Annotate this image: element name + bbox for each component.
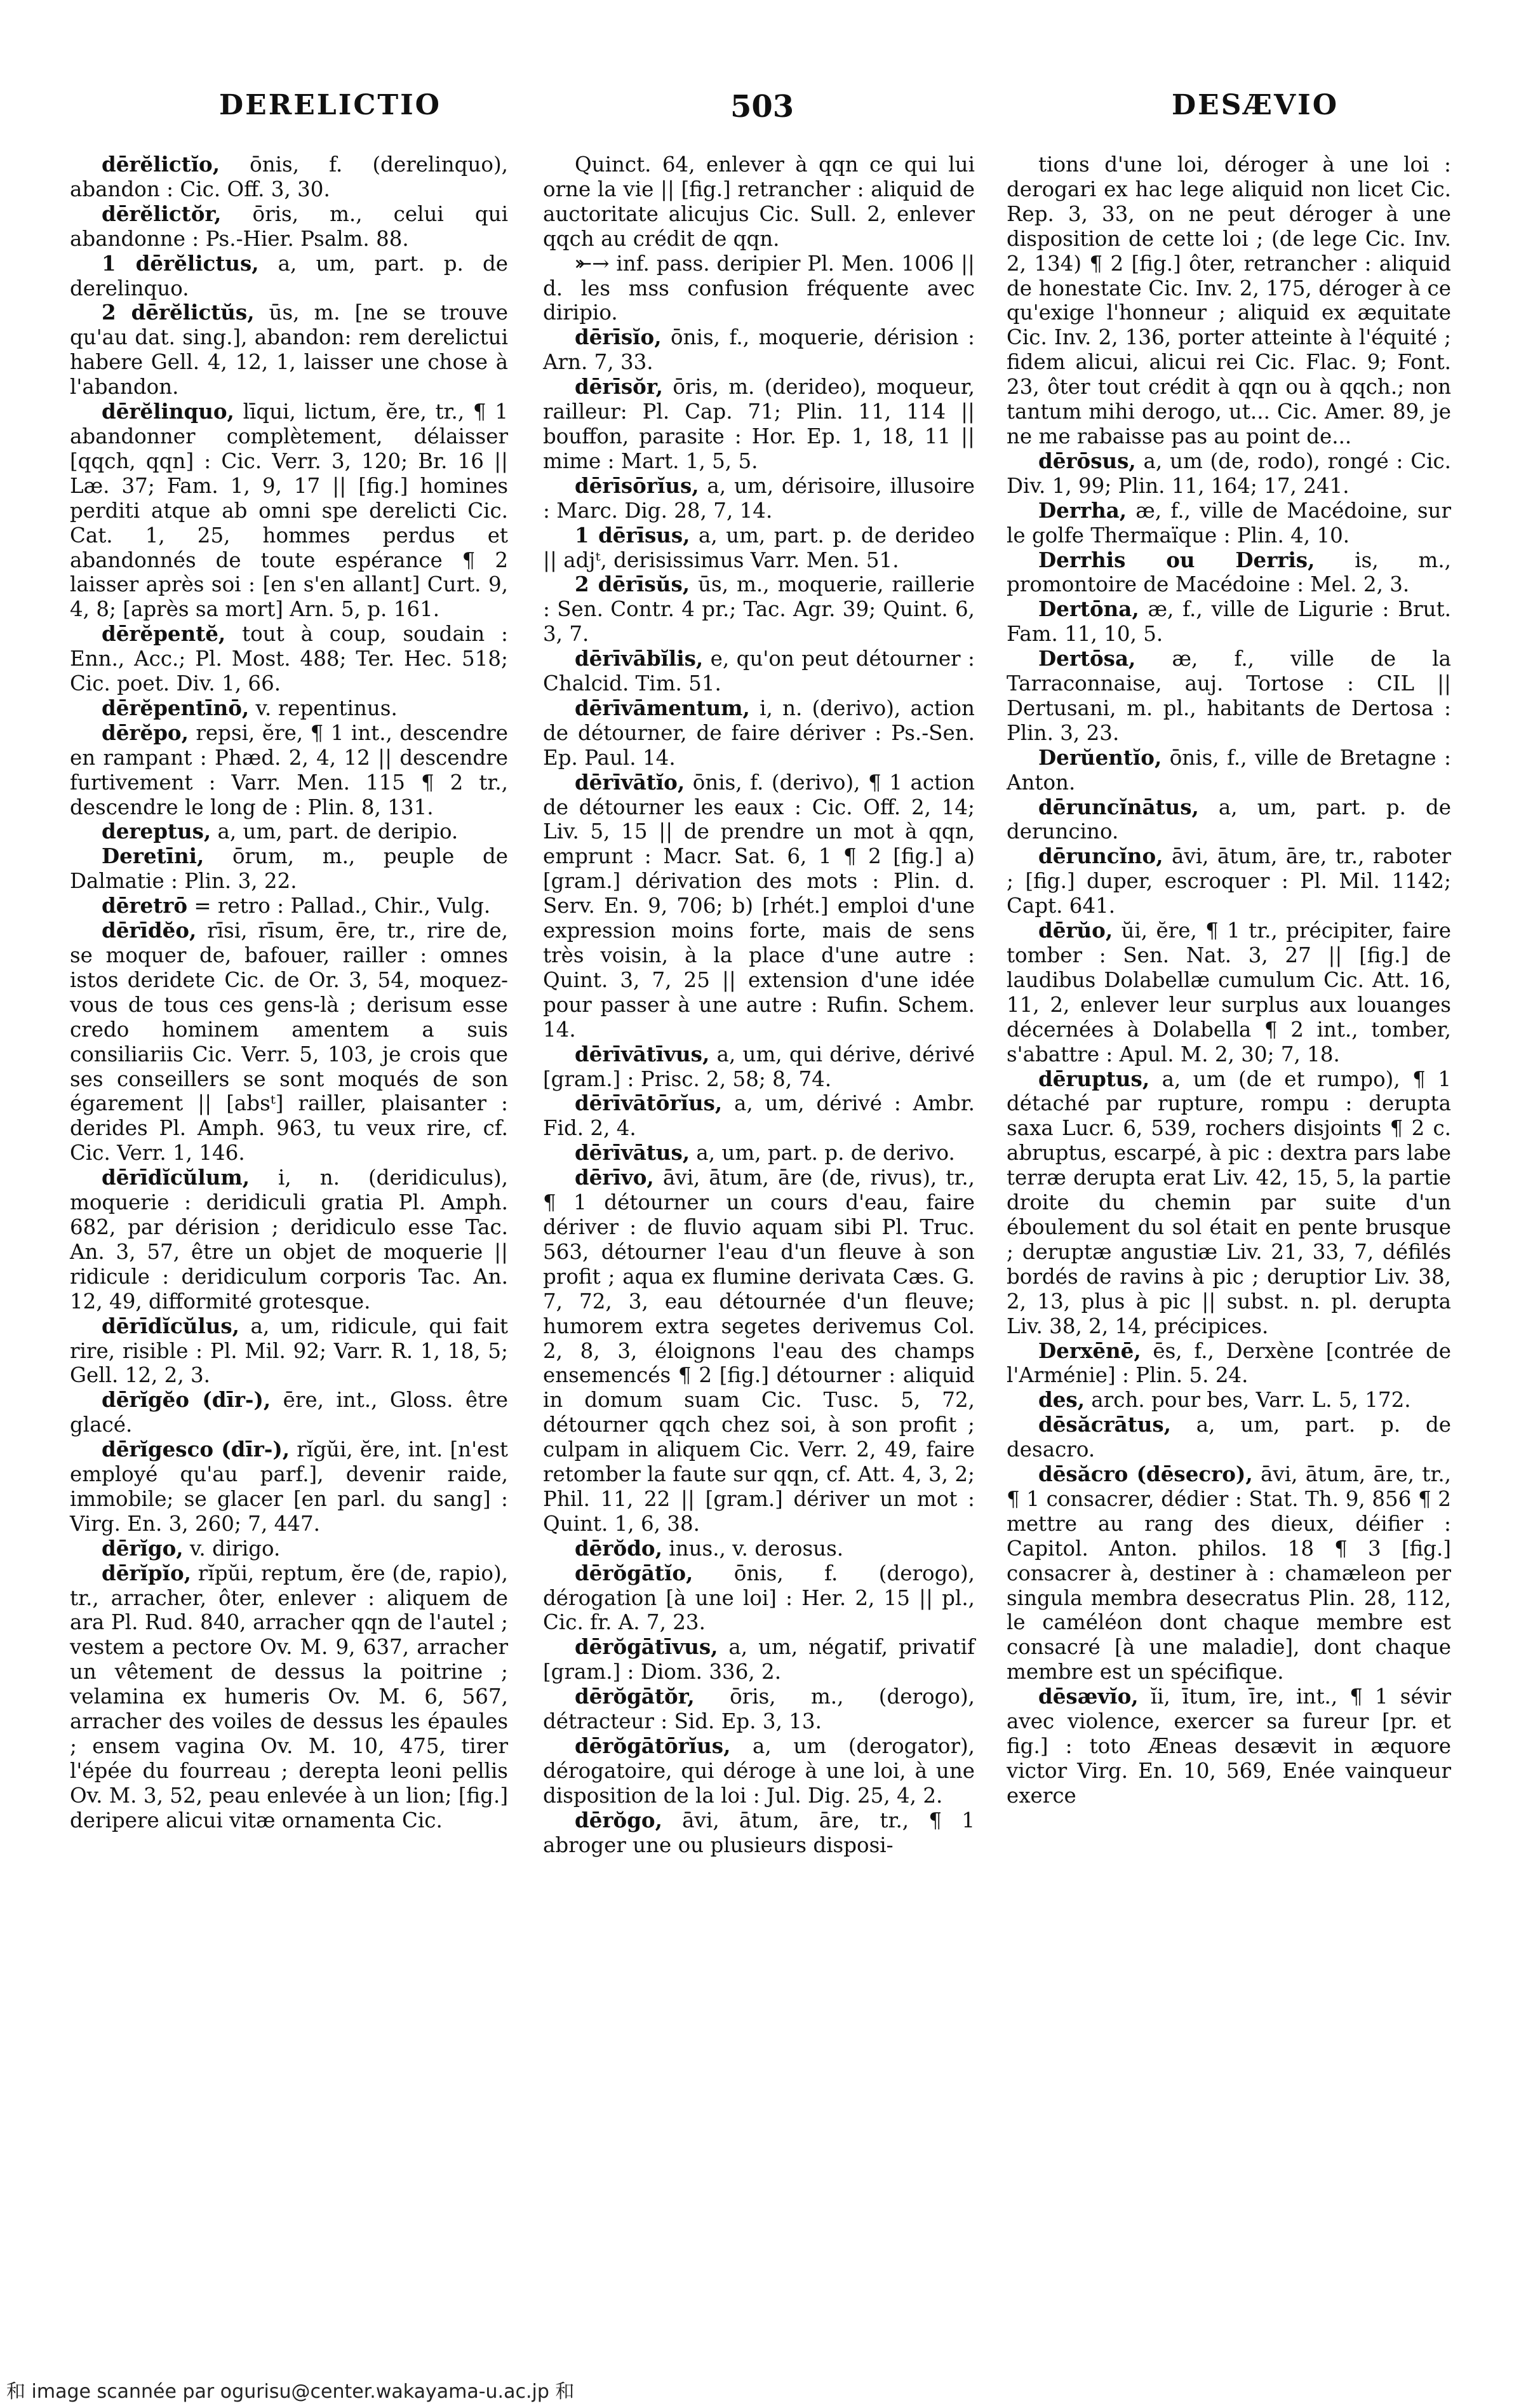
entry-definition: rĭpŭi, reptum, ĕre (de, rapio), tr., arracher, ôter, enlever : aliquem de ara Pl. Rud. 840, arracher qqn de l'autel ; vestem a pectore Ov. M. 9, 637, arracher un vêtement de dessus la poitrine ; velamina ex humeris Ov. M. 6, 567, arracher des voiles de dessus les épaules ; ensem vagina Ov. M. 10, 475, tirer l'épée du fourreau ; derepta leoni pellis Ov. M. 3, 52, peau enlevée à un lion; [fig.] deripere alicui vitæ ornamenta Cic.: [70, 1561, 508, 1832]
dictionary-entry: [70, 844, 508, 894]
entry-definition: ōnis, f., moquerie, dérision : Arn. 7, 33.: [543, 325, 975, 375]
dictionary-entry: [70, 202, 508, 252]
entry-definition: tout à coup, soudain : Enn., Acc.; Pl. Most. 488; Ter. Hec. 518; Cic. poet. Div. 1, 66.: [70, 622, 508, 696]
dictionary-entry: [543, 252, 975, 326]
entry-definition: v. repentinus.: [249, 696, 398, 720]
entry-definition: ŭi, ĕre, ¶ 1 tr., précipiter, faire tomber : Sen. Nat. 3, 27 || [fig.] de laudibus Dolabellæ cumulum Cic. Att. 16, 11, 2, enlever leur surplus aux louanges décernées à Dolabella ¶ 2 int., tomber, s'abattre : Apul. M. 2, 30; 7, 18.: [1007, 918, 1451, 1066]
dictionary-entry: [1007, 449, 1451, 499]
column-middle: [543, 152, 975, 1858]
entry-definition: ōris, m., celui qui abandonne : Ps.-Hier. Psalm. 88.: [70, 201, 508, 251]
entry-headword: dērŭo,: [1038, 918, 1113, 943]
dictionary-entry: [70, 1314, 508, 1388]
entry-headword: dēruncĭno,: [1038, 843, 1163, 869]
entry-headword: dērĭgo,: [102, 1535, 184, 1561]
dictionary-entry: [70, 894, 508, 918]
dictionary-entry: [1007, 918, 1451, 1066]
entry-definition: ēre, int., Gloss. être glacé.: [70, 1388, 508, 1437]
dictionary-entry: [1007, 1413, 1451, 1462]
dictionary-entry: [543, 1042, 975, 1092]
entry-definition: āvi, ātum, āre (de, rivus), tr., ¶ 1 détourner un cours d'eau, faire dériver : de fluvio aquam sibi Pl. Truc. 563, détourner l'eau d'un fleuve à son profit ; aqua ex flumine derivata Cæs. G. 7, 72, 3, eau détournée d'un fleuve; humorem extra segetes derivemus Col. 2, 8, 3, éloignons l'eau des champs ensemencés ¶ 2 [fig.] détourner : aliquid in domum suam Cic. Tusc. 5, 72, détourner qqch chez soi, à son profit ; culpam in aliquem Cic. Verr. 2, 49, faire retomber la faute sur qqn, cf. Att. 4, 3, 2; Phil. 11, 22 || [gram.] dériver un mot : Quint. 1, 6, 38.: [543, 1166, 975, 1536]
dictionary-entry: [70, 1388, 508, 1437]
entry-headword: dērĕpo,: [102, 720, 189, 745]
entry-definition: līqui, lictum, ĕre, tr., ¶ 1 abandonner complètement, délaisser [qqch, qqn] : Cic. Verr. 3, 120; Br. 16 || Læ. 37; Fam. 1, 9, 17 || [fig.] homines perditi atque ab omni spe derelicti Cic. Cat. 1, 25, hommes perdus et abandonnés de toute espérance ¶ 2 laisser après soi : [en s'en allant] Curt. 9, 4, 8; [après sa mort] Arn. 5, p. 161.: [70, 400, 508, 622]
entry-headword: dērŏgātĭo,: [575, 1560, 693, 1585]
entry-headword: dērīvāmentum,: [575, 695, 750, 720]
dictionary-entry: [70, 1536, 508, 1561]
entry-headword: dērīvo,: [575, 1165, 654, 1190]
entry-definition: a, um, part. de deripio.: [211, 819, 459, 844]
dictionary-entry: [543, 696, 975, 770]
entry-definition: āvi, ātum, āre, tr., raboter ; [fig.] duper, escroquer : Pl. Mil. 1142; Capt. 641.: [1007, 844, 1451, 918]
entry-headword: dēruptus,: [1038, 1066, 1150, 1091]
entry-headword: dērĕlinquo,: [102, 399, 234, 424]
dictionary-entry: [543, 1536, 975, 1561]
dictionary-entry: [543, 1166, 975, 1536]
entry-headword: dērīvātus,: [575, 1140, 690, 1166]
column-left: [70, 152, 508, 1833]
entry-definition: Quinct. 64, enlever à qqn ce qui lui orne la vie || [fig.] retrancher : aliquid de auctoritate alicujus Cic. Sull. 2, enlever qqch au crédit de qqn.: [543, 152, 975, 251]
dictionary-entry: [70, 152, 508, 202]
entry-definition: ⤜→ inf. pass. deripier Pl. Men. 1006 || d. les mss confusion fréquente avec diripio.: [543, 251, 975, 325]
dictionary-entry: [543, 1141, 975, 1166]
entry-definition: a, um, part. p. de deruncino.: [1007, 795, 1451, 844]
header-first-word: DERELICTIO: [219, 89, 441, 121]
entry-headword: dēsăcrātus,: [1038, 1412, 1171, 1437]
dictionary-entry: [543, 1635, 975, 1684]
entry-definition: i, n. (derivo), action de détourner, de faire dériver : Ps.-Sen. Ep. Paul. 14.: [543, 696, 975, 770]
dictionary-entry: [1007, 647, 1451, 746]
dictionary-entry: [70, 918, 508, 1166]
dictionary-entry: [1007, 597, 1451, 647]
dictionary-entry: [70, 300, 508, 400]
dictionary-entry: [543, 1561, 975, 1636]
dictionary-entry: [1007, 844, 1451, 918]
entry-headword: dērīvātĭo,: [575, 769, 685, 795]
entry-definition: v. dirigo.: [183, 1536, 281, 1561]
entry-headword: des,: [1038, 1387, 1085, 1413]
entry-definition: a, um, ridicule, qui fait rire, risible : Pl. Mil. 92; Varr. R. 1, 18, 5; Gell. 12, 2, 3.: [70, 1314, 508, 1388]
entry-headword: Derŭentĭo,: [1038, 744, 1162, 770]
entry-definition: ōnis, f. (derogo), dérogation [à une loi] : Her. 2, 15 || pl., Cic. fr. A. 7, 23.: [543, 1561, 975, 1635]
entry-headword: dērīsŏr,: [575, 374, 663, 400]
dictionary-entry: [543, 1684, 975, 1734]
entry-definition: ĭi, ītum, īre, int., ¶ 1 sévir avec violence, exercer sa fureur [pr. et fig.] : toto Æneas desævit in æquore victor Virg. En. 10, 569, Enée vainqueur exerce: [1007, 1684, 1451, 1808]
entry-headword: dērīvātīvus,: [575, 1041, 710, 1066]
dictionary-entry: [70, 1166, 508, 1314]
entry-headword: dērĭgĕo (dīr-),: [102, 1387, 271, 1413]
entry-headword: Deretīni,: [102, 843, 204, 869]
entry-definition: a, um, dérisoire, illusoire : Marc. Dig. 28, 7, 14.: [543, 473, 975, 523]
entry-definition: inus., v. derosus.: [662, 1536, 844, 1561]
dictionary-entry: [1007, 548, 1451, 598]
entry-headword: Dertōsa,: [1038, 646, 1136, 671]
entry-headword: dēruncĭnātus,: [1038, 794, 1199, 819]
entry-headword: dērŏgātŏr,: [575, 1684, 695, 1709]
entry-headword: Derrhis ou Derris,: [1038, 547, 1315, 572]
entry-headword: 2 dērĕlictŭs,: [102, 300, 255, 325]
entry-headword: dērīvātōrĭus,: [575, 1091, 723, 1116]
entry-headword: Derrha,: [1038, 497, 1127, 523]
entry-headword: dērōsus,: [1038, 448, 1136, 473]
dictionary-entry: [1007, 499, 1451, 548]
entry-definition: arch. pour bes, Varr. L. 5, 172.: [1085, 1388, 1411, 1413]
dictionary-entry: [543, 1091, 975, 1141]
entry-definition: ōrum, m., peuple de Dalmatie : Plin. 3, 22.: [70, 844, 508, 894]
entry-headword: Dertōna,: [1038, 596, 1139, 622]
dictionary-entry: [543, 1734, 975, 1808]
entry-headword: dērĭgesco (dīr-),: [102, 1437, 290, 1462]
dictionary-entry: [543, 375, 975, 474]
entry-definition: a, um (derogator), dérogatoire, qui déroge à une loi, à une disposition de la loi : Jul. Dig. 25, 4, 2.: [543, 1734, 975, 1808]
entry-headword: dērīdĭcŭlus,: [102, 1313, 239, 1338]
entry-headword: 1 dērĕlictus,: [102, 250, 259, 276]
dictionary-entry: [70, 400, 508, 622]
dictionary-entry: [1007, 795, 1451, 845]
entry-headword: dērīdĭcŭlum,: [102, 1165, 250, 1190]
entry-headword: dērŏgātīvus,: [575, 1634, 718, 1660]
dictionary-entry: [70, 1561, 508, 1833]
entry-headword: dēsævĭo,: [1038, 1684, 1139, 1709]
entry-headword: 1 dērīsus,: [575, 522, 690, 548]
header-last-word: DESÆVIO: [1172, 89, 1339, 121]
entry-headword: dērĕpentīnō,: [102, 695, 250, 720]
entry-definition: āvi, ātum, āre, tr., ¶ 1 abroger une ou plusieurs disposi-: [543, 1808, 975, 1857]
entry-definition: a, um, part. p. de desacro.: [1007, 1413, 1451, 1462]
dictionary-entry: [543, 572, 975, 647]
dictionary-entry: [1007, 1339, 1451, 1388]
entry-definition: æ, f., ville de la Tarraconnaise, auj. Tortose : CIL || Dertusani, m. pl., habitants de Dertosa : Plin. 3, 23.: [1007, 647, 1451, 745]
entry-headword: dērŏgo,: [575, 1807, 662, 1832]
page-header: [0, 89, 1540, 146]
entry-definition: āvi, ātum, āre, tr., ¶ 1 consacrer, dédier : Stat. Th. 9, 856 ¶ 2 mettre au rang des dieux, déifier : Capitol. Anton. philos. 18 ¶ 3 [fig.] consacrer à, destiner à : chamæleon per singula membra desecratus Plin. 28, 112, le caméléon dont chaque membre est consacré [à une maladie], dont chaque membre est un spécifique.: [1007, 1462, 1451, 1684]
entry-headword: 2 dērīsŭs,: [575, 572, 690, 597]
entry-definition: a, um, qui dérive, dérivé [gram.] : Prisc. 2, 58; 8, 74.: [543, 1042, 975, 1091]
dictionary-entry: [543, 474, 975, 523]
entry-headword: dērĕlictĭo,: [102, 152, 220, 177]
entry-definition: a, um, part. p. de derelinquo.: [70, 251, 508, 300]
entry-definition: ōnis, f., ville de Bretagne : Anton.: [1007, 745, 1451, 795]
entry-definition: tions d'une loi, déroger à une loi : derogari ex hac lege aliquid non licet Cic. Rep. 3, 33, on ne peut déroger à une disposition de cette loi ; (de lege Cic. Inv. 2, 134) ¶ 2 [fig.] ôter, retrancher : aliquid de honestate Cic. Inv. 2, 175, déroger à ce qu'exige l'honneur ; aliquid ex æquitate Cic. Inv. 2, 136, porter atteinte à l'équité ; fidem alicui, alicui rei Cic. Flac. 9; Font. 23, ôter tout crédit à qqn ou à qqch.; non tantum mihi derogo, ut... Cic. Amer. 89, je ne me rabaisse pas au point de...: [1007, 152, 1451, 448]
dictionary-entry: [543, 1808, 975, 1858]
dictionary-entry: [1007, 1462, 1451, 1684]
entry-definition: rĭgŭi, ĕre, int. [n'est employé qu'au parf.], devenir raide, immobile; se glacer [en parl. du sang] : Virg. En. 3, 260; 7, 447.: [70, 1437, 508, 1536]
entry-headword: dērĭpĭo,: [102, 1560, 191, 1585]
entry-definition: ūs, m. [ne se trouve qu'au dat. sing.], abandon: rem derelictui habere Gell. 4, 12, 1, laisser une chose à l'abandon.: [70, 300, 508, 400]
entry-headword: dērīvābĭlis,: [575, 646, 704, 671]
entry-headword: dēretrō: [102, 893, 188, 918]
entry-definition: ōnis, f. (derivo), ¶ 1 action de détourner les eaux : Cic. Off. 2, 14; Liv. 5, 15 || de prendre un mot à qqn, emprunt : Macr. Sat. 6, 1 ¶ 2 [fig.] a) [gram.] dérivation des mots : Plin. d. Serv. En. 9, 706; b) [rhét.] emploi d'une expression moins forte, mais de sens très voisin, à la place d'une autre : Quint. 3, 7, 25 || extension d'une idée pour passer à une autre : Rufin. Schem. 14.: [543, 770, 975, 1042]
dictionary-entry: [543, 152, 975, 252]
scan-credit-footer: 和 image scannée par ogurisu@center.wakayama-u.ac.jp 和: [6, 2381, 575, 2403]
entry-definition: i, n. (deridiculus), moquerie : deridiculi gratia Pl. Amph. 682, par dérision ; deridiculo esse Tac. An. 3, 57, être un objet de moquerie || ridicule : deridiculum corporis Tac. An. 12, 49, difformité grotesque.: [70, 1166, 508, 1314]
dictionary-entry: [70, 622, 508, 696]
entry-definition: rīsi, rīsum, ēre, tr., rire de, se moquer de, bafouer, railler : omnes istos deridete Cic. de Or. 3, 54, moquez-vous de tous ces gens-là ; derisum esse credo hominem amentem a suis consiliariis Cic. Verr. 5, 103, je crois que ses conseillers se sont moqués de son égarement || [absᵗ] railler, plaisanter : derides Pl. Amph. 963, tu veux rire, cf. Cic. Verr. 1, 146.: [70, 918, 508, 1166]
entry-definition: e, qu'on peut détourner : Chalcid. Tim. 51.: [543, 647, 975, 696]
entry-definition: æ, f., ville de Ligurie : Brut. Fam. 11, 10, 5.: [1007, 597, 1451, 647]
entry-headword: dēsăcro (dēsecro),: [1038, 1462, 1253, 1487]
entry-headword: dērŏdo,: [575, 1535, 662, 1561]
entry-definition: ōnis, f. (derelinquo), abandon : Cic. Off. 3, 30.: [70, 152, 508, 201]
dictionary-entry: [543, 325, 975, 375]
column-right: [1007, 152, 1451, 1808]
entry-definition: ōris, m., (derogo), détracteur : Sid. Ep. 3, 13.: [543, 1684, 975, 1734]
entry-definition: a, um, négatif, privatif [gram.] : Diom. 336, 2.: [543, 1635, 975, 1684]
entry-definition: repsi, ĕre, ¶ 1 int., descendre en rampant : Phæd. 2, 4, 12 || descendre furtivement : Varr. Men. 115 ¶ 2 tr., descendre le long de : Plin. 8, 131.: [70, 720, 508, 819]
entry-headword: dērĕlictŏr,: [102, 201, 222, 226]
entry-definition: a, um, part. p. de derivo.: [690, 1141, 955, 1166]
entry-headword: dērīsōrĭus,: [575, 473, 699, 498]
entry-headword: dērŏgātōrĭus,: [575, 1733, 731, 1758]
entry-headword: dērīsĭo,: [575, 325, 662, 350]
dictionary-entry: [1007, 1684, 1451, 1808]
page-number: 503: [730, 89, 794, 124]
entry-headword: dereptus,: [102, 819, 211, 844]
dictionary-entry: [543, 523, 975, 573]
dictionary-entry: [543, 647, 975, 696]
entry-definition: ūs, m., moquerie, raillerie : Sen. Contr. 4 pr.; Tac. Agr. 39; Quint. 6, 3, 7.: [543, 572, 975, 647]
entry-definition: = retro : Pallad., Chir., Vulg.: [187, 894, 491, 918]
entry-definition: a, um, part. p. de derideo || adjᵗ, derisissimus Varr. Men. 51.: [543, 523, 975, 572]
entry-definition: æ, f., ville de Macédoine, sur le golfe Thermaïque : Plin. 4, 10.: [1007, 498, 1451, 548]
entry-headword: dērīdĕo,: [102, 918, 197, 943]
dictionary-entry: [70, 721, 508, 820]
dictionary-entry: [70, 696, 508, 721]
entry-definition: is, m., promontoire de Macédoine : Mel. 2, 3.: [1007, 548, 1451, 597]
dictionary-entry: [1007, 152, 1451, 449]
entry-headword: dērĕpentĕ,: [102, 621, 226, 647]
entry-definition: a, um, dérivé : Ambr. Fid. 2, 4.: [543, 1091, 975, 1141]
dictionary-entry: [70, 819, 508, 844]
dictionary-entry: [1007, 1067, 1451, 1339]
dictionary-entry: [1007, 1388, 1451, 1413]
entry-definition: a, um (de, rodo), rongé : Cic. Div. 1, 99; Plin. 11, 164; 17, 241.: [1007, 448, 1451, 498]
dictionary-entry: [543, 770, 975, 1042]
dictionary-entry: [1007, 746, 1451, 795]
dictionary-entry: [70, 1437, 508, 1536]
entry-definition: ōris, m. (derideo), moqueur, railleur: Pl. Cap. 71; Plin. 11, 114 || bouffon, parasite : Hor. Ep. 1, 18, 11 || mime : Mart. 1, 5, 5.: [543, 375, 975, 473]
entry-definition: ēs, f., Derxène [contrée de l'Arménie] : Plin. 5. 24.: [1007, 1338, 1451, 1388]
entry-headword: Derxēnē,: [1038, 1338, 1141, 1363]
dictionary-entry: [70, 252, 508, 301]
entry-definition: a, um (de et rumpo), ¶ 1 détaché par rupture, rompu : derupta saxa Lucr. 6, 539, rochers disjoints ¶ 2 c. abruptus, escarpé, à pic : dextra pars labe terræ derupta erat Liv. 42, 15, 5, la partie droite du chemin par suite d'un éboulement du sol était en pente brusque ; deruptæ angustiæ Liv. 21, 33, 7, défilés bordés de ravins à pic ; deruptior Liv. 38, 2, 13, plus à pic || subst. n. pl. derupta Liv. 38, 2, 14, précipices.: [1007, 1066, 1451, 1338]
